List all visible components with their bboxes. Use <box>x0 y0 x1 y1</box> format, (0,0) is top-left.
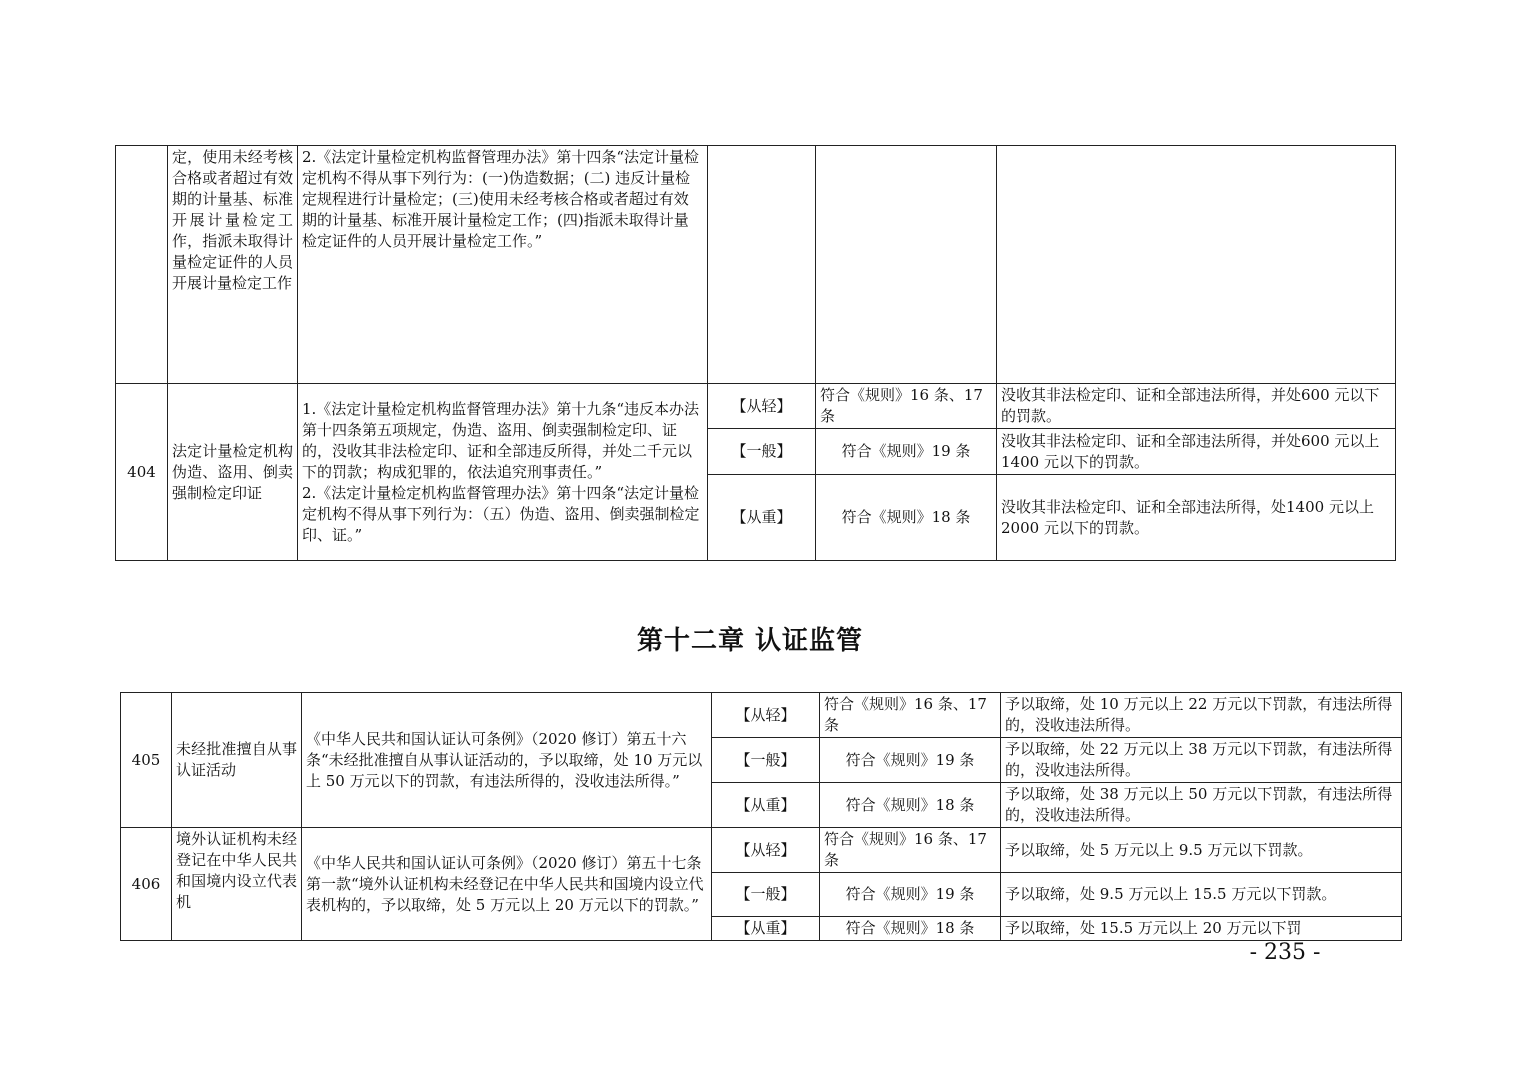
chapter-title: 第十二章 认证监管 <box>636 626 864 656</box>
penalty-table-upper <box>115 145 1396 561</box>
penalty-cell: 没收其非法检定印、证和全部违法所得，处1400 元以上 2000 元以下的罚款。 <box>997 475 1396 561</box>
discretion-level-cell: 【从重】 <box>712 917 820 941</box>
condition-cell: 符合《规则》16 条、17 条 <box>816 384 997 429</box>
discretion-level-cell: 【一般】 <box>708 429 816 475</box>
penalty-cell: 没收其非法检定印、证和全部违法所得，并处600 元以下的罚款。 <box>997 384 1396 429</box>
page-number: - 235 - <box>1249 940 1321 965</box>
discretion-level-cell: 【从轻】 <box>708 384 816 429</box>
condition-cell: 符合《规则》19 条 <box>820 873 1001 917</box>
condition-cell: 符合《规则》16 条、17 条 <box>820 693 1001 738</box>
table-row <box>121 693 1402 738</box>
penalty-cell: 予以取缔，处 15.5 万元以上 20 万元以下罚 <box>1001 917 1402 941</box>
discretion-level-cell: 【从重】 <box>712 783 820 828</box>
condition-cell: 符合《规则》19 条 <box>816 429 997 475</box>
condition-cell <box>816 146 997 384</box>
table-row <box>116 384 1396 429</box>
table-row <box>116 146 1396 384</box>
discretion-level-cell: 【从轻】 <box>712 693 820 738</box>
discretion-level-cell: 【从重】 <box>708 475 816 561</box>
table-row <box>121 828 1402 873</box>
violation-name-cell: 未经批准擅自从事认证活动 <box>172 693 302 828</box>
discretion-level-cell: 【一般】 <box>712 738 820 783</box>
violation-name-cell: 境外认证机构未经登记在中华人民共和国境内设立代表机 <box>172 828 302 941</box>
penalty-table-lower <box>120 692 1402 941</box>
condition-cell: 符合《规则》18 条 <box>820 917 1001 941</box>
penalty-cell: 予以取缔，处 10 万元以上 22 万元以下罚款，有违法所得的，没收违法所得。 <box>1001 693 1402 738</box>
condition-cell: 符合《规则》18 条 <box>820 783 1001 828</box>
discretion-level-cell: 【从轻】 <box>712 828 820 873</box>
legal-basis-cell: 2.《法定计量检定机构监督管理办法》第十四条“法定计量检定机构不得从事下列行为：(一)伪造数据；(二) 违反计量检定规程进行计量检定；(三)使用未经考核合格或者超过有效期的计量基、标准开展计量检定工作；(四)指派未取得计量检定证件的人员开展计量检定工作。” <box>298 146 708 384</box>
penalty-cell <box>997 146 1396 384</box>
legal-basis-cell: 1.《法定计量检定机构监督管理办法》第十九条“违反本办法第十四条第五项规定，伪造、盗用、倒卖强制检定印、证的，没收其非法检定印、证和全部违反所得，并处二千元以下的罚款；构成犯罪的，依法追究刑事责任。” 2.《法定计量检定机构监督管理办法》第十四条“法定计量检定机构不得从事下列行为：（五）伪造、盗用、倒卖强制检定印、证。” <box>298 384 708 561</box>
case-number-cell: 405 <box>121 693 172 828</box>
discretion-level-cell <box>708 146 816 384</box>
legal-basis-cell: 《中华人民共和国认证认可条例》（2020 修订）第五十七条第一款“境外认证机构未经登记在中华人民共和国境内设立代表机构的，予以取缔，处 5 万元以上 20 万元以下的罚款。” <box>302 828 712 941</box>
violation-name-cell: 定，使用未经考核合格或者超过有效期的计量基、标准开展计量检定工作，指派未取得计量检定证件的人员开展计量检定工作 <box>168 146 298 384</box>
penalty-cell: 予以取缔，处 9.5 万元以上 15.5 万元以下罚款。 <box>1001 873 1402 917</box>
violation-name-cell: 法定计量检定机构伪造、盗用、倒卖强制检定印证 <box>168 384 298 561</box>
condition-cell: 符合《规则》16 条、17 条 <box>820 828 1001 873</box>
penalty-cell: 没收其非法检定印、证和全部违法所得，并处600 元以上 1400 元以下的罚款。 <box>997 429 1396 475</box>
case-number-cell <box>116 146 168 384</box>
legal-basis-cell: 《中华人民共和国认证认可条例》（2020 修订）第五十六条“未经批准擅自从事认证活动的，予以取缔，处 10 万元以上 50 万元以下的罚款，有违法所得的，没收违法所得。” <box>302 693 712 828</box>
discretion-level-cell: 【一般】 <box>712 873 820 917</box>
condition-cell: 符合《规则》18 条 <box>816 475 997 561</box>
condition-cell: 符合《规则》19 条 <box>820 738 1001 783</box>
case-number-cell: 406 <box>121 828 172 941</box>
penalty-cell: 予以取缔，处 38 万元以上 50 万元以下罚款，有违法所得的，没收违法所得。 <box>1001 783 1402 828</box>
penalty-cell: 予以取缔，处 5 万元以上 9.5 万元以下罚款。 <box>1001 828 1402 873</box>
case-number-cell: 404 <box>116 384 168 561</box>
penalty-cell: 予以取缔，处 22 万元以上 38 万元以下罚款，有违法所得的，没收违法所得。 <box>1001 738 1402 783</box>
